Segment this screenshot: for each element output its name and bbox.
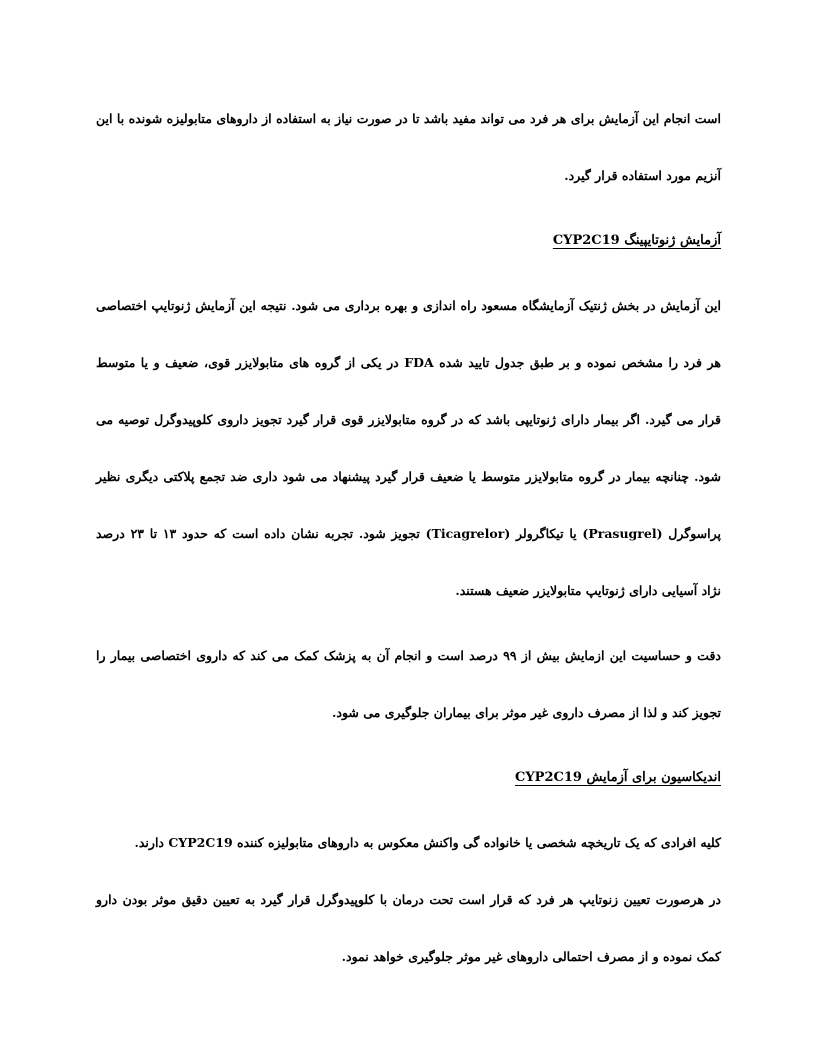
section-heading-genotyping: آزمایش ژنوتایپینگ CYP2C19 — [552, 233, 721, 248]
spacer — [96, 204, 721, 212]
spacer — [96, 269, 721, 277]
spacer — [96, 806, 721, 814]
document-page — [96, 90, 721, 985]
genotyping-description-paragraph: این آزمایش در بخش ژنتیک آزمایشگاه مسعود راه اندازی و بهره برداری می شود. نتیجه این آزمایش ژنوتایپ اختصاصی هر فرد را مشخص نموده و بر طبق جدول تایید شده FDA در یکی از گروه های متابولایزر قوی، ضعیف و یا متوسط قرار می گیرد. اگر بیمار دارای ژنوتایپی باشد که در گروه متابولایزر قوی قرار گیرد تجویز داروی کلوپیدوگرل توصیه می شود. چنانچه بیمار در گروه متابولایزر متوسط یا ضعیف قرار گیرد پیشنهاد می شود داری ضد تجمع پلاکتی دیگری نظیر پراسوگرل (Prasugrel) یا تیکاگرولر (Ticagrelor) تجویز شود. تجربه نشان داده است که حدود ۱۳ تا ۲۳ درصد نژاد آسیایی دارای ژنوتایپ متابولایزر ضعیف هستند. — [96, 298, 721, 598]
indication-paragraph-2: در هرصورت تعیین زنوتایپ هر فرد که قرار است تحت درمان با کلوپیدوگرل قرار گیرد به تعیین دقیق موثر بودن دارو کمک نموده و از مصرف احتمالی داروهای غیر موثر جلوگیری خواهد نمود. — [96, 892, 721, 964]
indication-paragraph-1: کلیه افرادی که یک تاریخچه شخصی یا خانواده گی واکنش معکوس به داروهای متابولیزه کننده CYP2C19 دارند. — [134, 835, 721, 850]
spacer — [96, 619, 721, 627]
spacer — [96, 741, 721, 749]
section-heading-indications: اندیکاسیون برای آزمایش CYP2C19 — [515, 770, 721, 785]
accuracy-paragraph: دقت و حساسیت این ازمایش بیش از ۹۹ درصد است و انجام آن به پزشک کمک می کند که داروی اختصاصی بیمار را تجویز کند و لذا از مصرف داروی غیر موثر برای بیماران جلوگیری می شود. — [96, 648, 721, 720]
intro-paragraph: است انجام این آزمایش برای هر فرد می تواند مفید باشد تا در صورت نیاز به استفاده از داروهای متابولیزه شونده با این آنزیم مورد استفاده قرار گیرد. — [96, 111, 721, 183]
